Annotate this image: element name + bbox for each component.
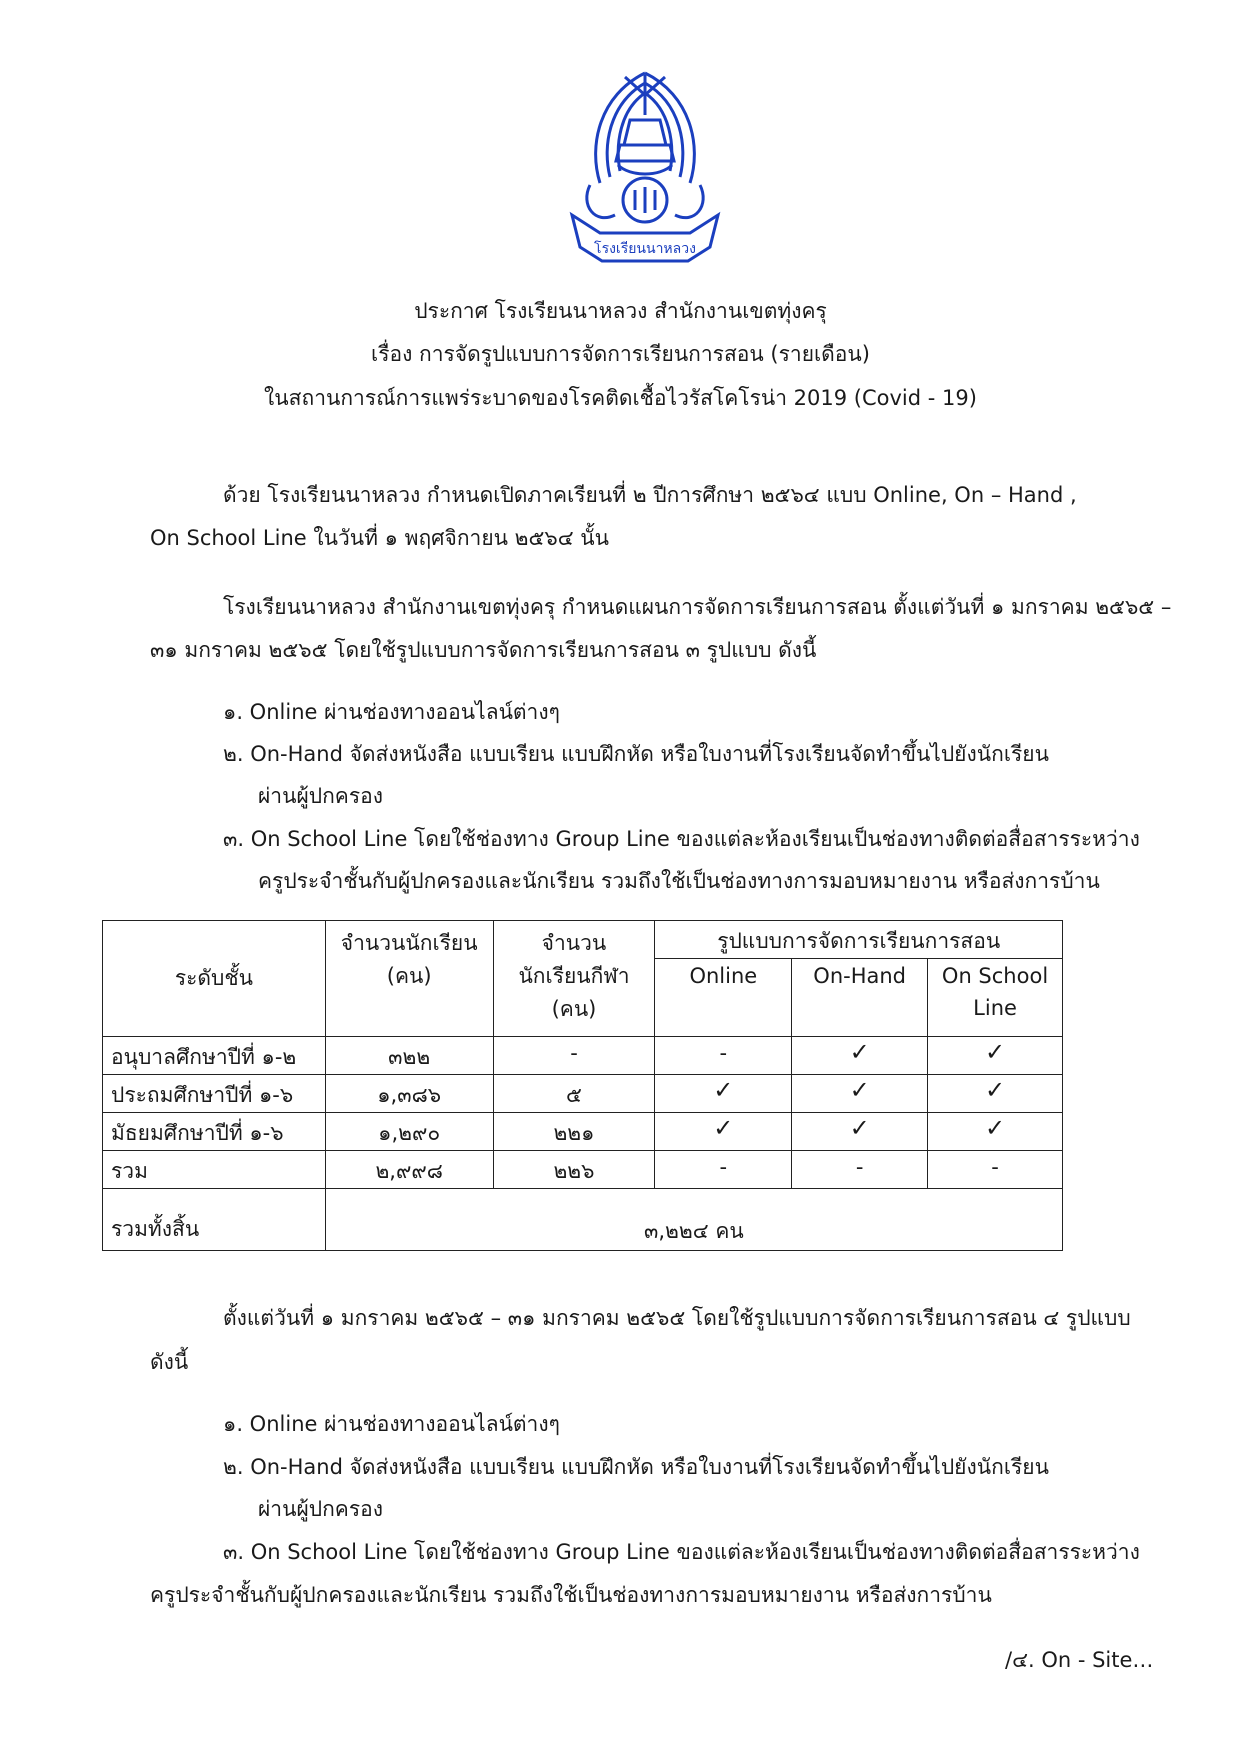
- row-level: มัธยมศึกษาปีที่ ๑-๖: [103, 1113, 326, 1151]
- svg-text:โรงเรียนนาหลวง: โรงเรียนนาหลวง: [594, 241, 696, 257]
- row-school: [928, 1075, 1063, 1113]
- header-students: จำนวนนักเรียน (คน): [325, 921, 493, 1037]
- header-onschoolline: On School Line: [928, 959, 1063, 1037]
- row-school: [928, 1037, 1063, 1075]
- header-level: ระดับชั้น: [103, 921, 326, 1037]
- row-students: ๒,๙๙๘: [325, 1151, 493, 1189]
- check-icon: ✓: [984, 1114, 1006, 1142]
- page-continuation: /๔. On - Site…: [1005, 1648, 1154, 1672]
- check-icon: ✓: [849, 1076, 870, 1104]
- list-1-item-3-cont: ครูประจำชั้นกับผู้ปกครองและนักเรียน รวมถึงใช้เป็นช่องทางการมอบหมายงาน หรือส่งการบ้าน: [258, 869, 1100, 893]
- row-online: -: [655, 1037, 792, 1075]
- announcement-context: ในสถานการณ์การแพร่ระบาดของโรคติดเชื้อไวรัสโคโรน่า 2019 (Covid - 19): [264, 386, 977, 410]
- check-icon: ✓: [713, 1076, 734, 1104]
- header-teaching-format: รูปแบบการจัดการเรียนการสอน: [655, 921, 1063, 959]
- paragraph-3-line-2: ดังนี้: [150, 1350, 189, 1374]
- row-onhand: [792, 1075, 928, 1113]
- table-row: [103, 1037, 1063, 1075]
- list-1-item-2: ๒. On-Hand จัดส่งหนังสือ แบบเรียน แบบฝึกหัด หรือใบงานที่โรงเรียนจัดทำขึ้นไปยังนักเรียน: [223, 742, 1049, 766]
- grand-total-label: รวมทั้งสิ้น: [103, 1189, 326, 1251]
- school-emblem-icon: [560, 65, 730, 265]
- row-sport: ๕: [493, 1075, 655, 1113]
- row-students: ๑,๒๙๐: [325, 1113, 493, 1151]
- announcement-subject: เรื่อง การจัดรูปแบบการจัดการเรียนการสอน (รายเดือน): [371, 342, 870, 366]
- row-sport: -: [493, 1037, 655, 1075]
- table-row-grand-total: [103, 1189, 1063, 1251]
- list-2-item-1: ๑. Online ผ่านช่องทางออนไลน์ต่างๆ: [223, 1412, 560, 1436]
- paragraph-2-line-2: ๓๑ มกราคม ๒๕๖๕ โดยใช้รูปแบบการจัดการเรียนการสอน ๓ รูปแบบ ดังนี้: [150, 638, 817, 662]
- header-sport-students: จำนวน นักเรียนกีฬา (คน): [493, 921, 655, 1037]
- row-onhand: [792, 1113, 928, 1151]
- list-1-item-2-cont: ผ่านผู้ปกครอง: [258, 784, 383, 808]
- check-icon: ✓: [984, 1038, 1006, 1066]
- check-icon: ✓: [849, 1038, 870, 1066]
- check-icon: ✓: [849, 1114, 870, 1142]
- row-level: ประถมศึกษาปีที่ ๑-๖: [103, 1075, 326, 1113]
- row-onhand: [792, 1037, 928, 1075]
- student-format-table: [102, 920, 1063, 1251]
- list-2-item-2: ๒. On-Hand จัดส่งหนังสือ แบบเรียน แบบฝึกหัด หรือใบงานที่โรงเรียนจัดทำขึ้นไปยังนักเรียน: [223, 1455, 1049, 1479]
- list-1-item-3: ๓. On School Line โดยใช้ช่องทาง Group Line ของแต่ละห้องเรียนเป็นช่องทางติดต่อสื่อสารระหว่าง: [223, 827, 1140, 851]
- row-sport: ๒๒๖: [493, 1151, 655, 1189]
- header-online: Online: [655, 959, 792, 1037]
- paragraph-1-line-1: ด้วย โรงเรียนนาหลวง กำหนดเปิดภาคเรียนที่ ๒ ปีการศึกษา ๒๕๖๔ แบบ Online, On – Hand ,: [223, 483, 1077, 507]
- row-onhand: -: [792, 1151, 928, 1189]
- list-1-item-1: ๑. Online ผ่านช่องทางออนไลน์ต่างๆ: [223, 700, 560, 724]
- row-school: -: [928, 1151, 1063, 1189]
- table-row: [103, 1075, 1063, 1113]
- row-online: -: [655, 1151, 792, 1189]
- row-online: [655, 1113, 792, 1151]
- grand-total-value: ๓,๒๒๔ คน: [325, 1189, 1062, 1251]
- list-2-item-3-cont: ครูประจำชั้นกับผู้ปกครองและนักเรียน รวมถึงใช้เป็นช่องทางการมอบหมายงาน หรือส่งการบ้าน: [150, 1583, 992, 1607]
- check-icon: ✓: [713, 1114, 734, 1142]
- check-icon: ✓: [984, 1076, 1006, 1104]
- announcement-title: ประกาศ โรงเรียนนาหลวง สำนักงานเขตทุ่งครุ: [414, 299, 827, 323]
- row-school: [928, 1113, 1063, 1151]
- list-2-item-3: ๓. On School Line โดยใช้ช่องทาง Group Line ของแต่ละห้องเรียนเป็นช่องทางติดต่อสื่อสารระหว่าง: [223, 1540, 1140, 1564]
- paragraph-3-line-1: ตั้งแต่วันที่ ๑ มกราคม ๒๕๖๕ – ๓๑ มกราคม ๒๕๖๕ โดยใช้รูปแบบการจัดการเรียนการสอน ๔ รูปแบบ: [223, 1306, 1131, 1330]
- row-online: [655, 1075, 792, 1113]
- paragraph-2-line-1: โรงเรียนนาหลวง สำนักงานเขตทุ่งครุ กำหนดแผนการจัดการเรียนการสอน ตั้งแต่วันที่ ๑ มกราคม ๒๕๖๕ –: [223, 595, 1172, 619]
- table-row-total: [103, 1151, 1063, 1189]
- row-level: รวม: [103, 1151, 326, 1189]
- paragraph-1-line-2: On School Line ในวันที่ ๑ พฤศจิกายน ๒๕๖๔ นั้น: [150, 526, 610, 550]
- row-level: อนุบาลศึกษาปีที่ ๑-๒: [103, 1037, 326, 1075]
- row-students: ๓๒๒: [325, 1037, 493, 1075]
- row-students: ๑,๓๘๖: [325, 1075, 493, 1113]
- table-row: [103, 1113, 1063, 1151]
- list-2-item-2-cont: ผ่านผู้ปกครอง: [258, 1497, 383, 1521]
- header-onhand: On-Hand: [792, 959, 928, 1037]
- row-sport: ๒๒๑: [493, 1113, 655, 1151]
